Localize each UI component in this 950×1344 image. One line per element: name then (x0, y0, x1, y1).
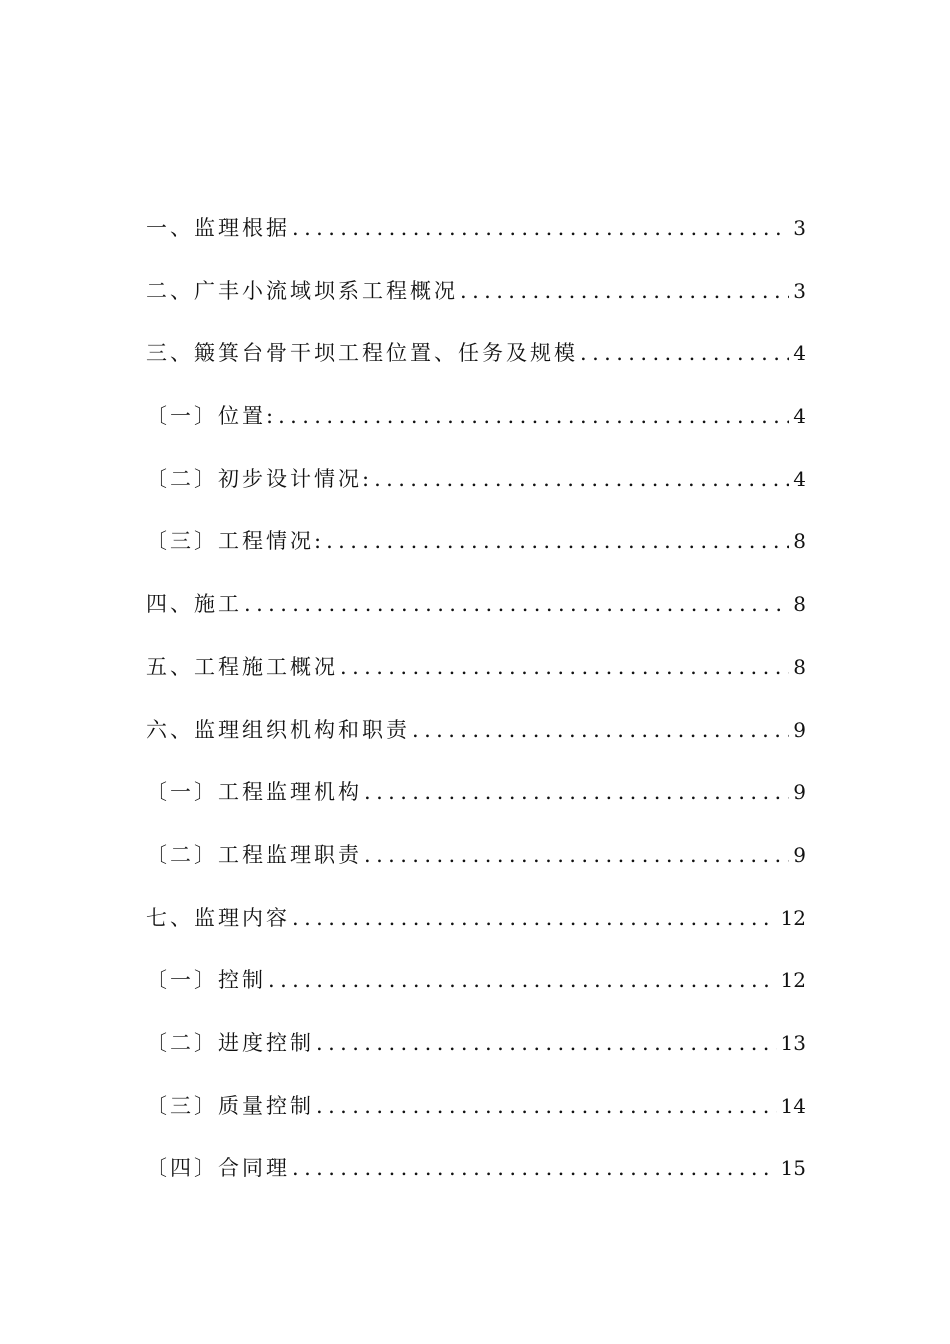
toc-entry (146, 647, 806, 710)
toc-dot-leader (316, 1086, 777, 1126)
toc-entry (146, 396, 806, 459)
toc-dot-leader (292, 208, 789, 248)
toc-entry-title: 〔一〕位置: (146, 404, 277, 429)
toc-entry-page: 14 (780, 1093, 806, 1118)
toc-entry-page: 9 (793, 842, 806, 867)
toc-dot-leader (580, 333, 789, 373)
toc-entry-title: 六、监理组织机构和职责 (146, 717, 410, 742)
toc-entry-title: 〔一〕控制 (146, 968, 266, 993)
toc-dot-leader (268, 960, 777, 1000)
toc-dot-leader (374, 459, 789, 499)
toc-entry (146, 584, 806, 647)
toc-entry-title: 五、工程施工概况 (146, 654, 338, 679)
toc-entry-title: 一、监理根据 (146, 216, 290, 240)
toc-entry (146, 333, 806, 396)
toc-entry-title: 〔一〕工程监理机构 (146, 780, 362, 805)
toc-entry (146, 1148, 806, 1211)
toc-entry (146, 271, 806, 334)
toc-dot-leader (460, 271, 789, 311)
toc-entry (146, 1023, 806, 1086)
toc-dot-leader (278, 396, 789, 436)
toc-dot-leader (292, 898, 777, 938)
toc-entry-title: 七、监理内容 (146, 905, 290, 930)
toc-entry (146, 521, 806, 584)
toc-entry-title: 三、簸箕台骨干坝工程位置、任务及规模 (146, 341, 578, 366)
toc-dot-leader (364, 772, 789, 812)
toc-entry (146, 898, 806, 961)
toc-entry-page: 3 (793, 216, 806, 240)
toc-entry-page: 12 (780, 905, 806, 930)
toc-entry-title: 四、施工 (146, 592, 242, 617)
toc-entry-page: 13 (780, 1030, 806, 1055)
toc-entry-title: 二、广丰小流域坝系工程概况 (146, 278, 458, 303)
toc-entry-page: 8 (793, 654, 806, 679)
toc-entry-page: 4 (793, 466, 806, 491)
toc-entry-page: 4 (793, 341, 806, 366)
toc-entry (146, 208, 806, 271)
toc-entry-title: 〔二〕初步设计情况: (146, 466, 373, 491)
toc-entry-page: 3 (793, 278, 806, 303)
toc-entry (146, 1086, 806, 1149)
toc-entry-page: 12 (780, 968, 806, 993)
toc-entry-page: 8 (793, 529, 806, 554)
toc-dot-leader (326, 521, 789, 561)
toc-entry (146, 960, 806, 1023)
toc-entry (146, 459, 806, 522)
toc-entry-title: 〔三〕工程情况: (146, 529, 325, 554)
toc-entry (146, 835, 806, 898)
toc-dot-leader (364, 835, 789, 875)
toc-entry-page: 9 (793, 717, 806, 742)
toc-dot-leader (340, 647, 789, 687)
toc-entry-page: 9 (793, 780, 806, 805)
toc-dot-leader (316, 1023, 777, 1063)
toc-entry-page: 4 (793, 404, 806, 429)
table-of-contents (146, 208, 806, 1211)
toc-entry-page: 8 (793, 592, 806, 617)
toc-entry-page: 15 (780, 1156, 806, 1181)
toc-dot-leader (292, 1148, 777, 1188)
toc-entry (146, 772, 806, 835)
toc-entry-title: 〔三〕质量控制 (146, 1093, 314, 1118)
toc-dot-leader (244, 584, 789, 624)
toc-entry-title: 〔二〕进度控制 (146, 1030, 314, 1055)
toc-dot-leader (412, 710, 789, 750)
toc-entry-title: 〔二〕工程监理职责 (146, 842, 362, 867)
toc-entry-title: 〔四〕合同理 (146, 1156, 290, 1181)
toc-entry (146, 710, 806, 773)
